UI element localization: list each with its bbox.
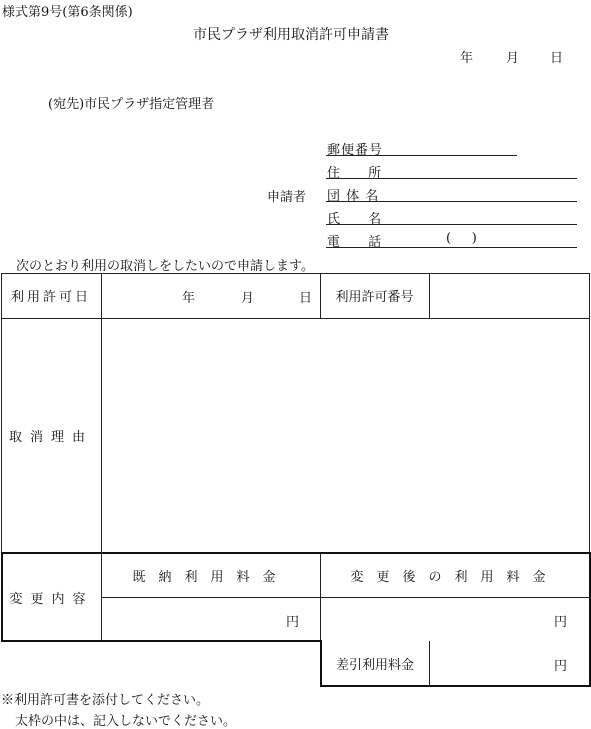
paid-fee-label: 既納利用料金	[132, 569, 289, 585]
document-title: 市民プラザ利用取消許可申請書	[193, 27, 389, 43]
form-id: 様式第9号(第6条関係)	[2, 5, 133, 20]
note-attach: ※利用許可書を添付してください。	[1, 693, 210, 708]
thick-frame-bottom	[320, 685, 591, 687]
group-name-field[interactable]	[326, 201, 577, 202]
permit-date-month: 月	[241, 291, 255, 306]
date-year-label: 年	[460, 51, 474, 66]
phone-parentheses: ( )	[446, 231, 477, 246]
name-label: 氏 名	[327, 212, 382, 227]
name-field[interactable]	[326, 224, 577, 225]
phone-label: 電 話	[327, 235, 382, 250]
group-name-label: 団 体 名	[327, 189, 379, 204]
applicant-label: 申請者	[267, 190, 307, 205]
permit-number-label: 利用許可番号	[335, 290, 414, 305]
reason-label: 取消理由	[8, 430, 93, 445]
addressee: (宛先)市民プラザ指定管理者	[48, 97, 215, 112]
phone-field[interactable]	[326, 247, 577, 248]
address-field[interactable]	[326, 178, 577, 179]
new-fee-yen: 円	[554, 615, 568, 630]
intro-text: 次のとおり利用の取消しをしたいので申請します。	[16, 259, 314, 274]
postal-code-label: 郵便番号	[327, 143, 384, 158]
date-month-label: 月	[506, 51, 520, 66]
permit-date-label: 利用許可日	[10, 290, 91, 305]
diff-fee-divider	[429, 641, 430, 686]
note-thick-frame: 太枠の中は、記入しないでください。	[15, 714, 237, 729]
diff-fee-yen: 円	[554, 659, 568, 674]
diff-fee-label: 差引利用料金	[335, 657, 414, 673]
permit-number-field[interactable]	[430, 274, 588, 317]
permit-date-year: 年	[182, 291, 196, 306]
permit-date-day: 日	[299, 291, 313, 306]
new-fee-label: 変更後の利用料金	[350, 569, 559, 585]
table-right-border	[589, 273, 590, 553]
address-label: 住 所	[327, 166, 382, 181]
postal-code-field[interactable]	[326, 155, 517, 156]
reason-field[interactable]	[102, 319, 588, 552]
date-day-label: 日	[550, 51, 564, 66]
paid-fee-yen: 円	[286, 615, 300, 630]
change-label: 変更内容	[9, 591, 94, 607]
fee-row-divider	[101, 597, 589, 598]
